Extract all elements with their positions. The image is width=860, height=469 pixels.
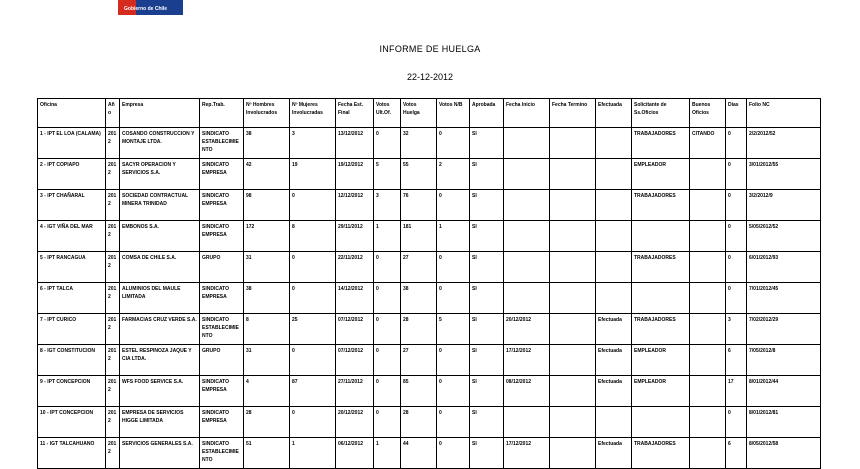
table-cell [632, 407, 690, 438]
column-header: Votos Huelga [401, 99, 437, 128]
table-cell: 10 - IPT CONCEPCION [38, 407, 106, 438]
table-cell: 27 [401, 345, 437, 376]
table-cell: 31 [244, 345, 290, 376]
table-cell: 2 - IPT COPIAPO [38, 159, 106, 190]
table-cell: 3/01/2012/55 [747, 159, 821, 190]
table-cell: 2012 [106, 159, 120, 190]
table-cell: SI [470, 221, 504, 252]
table-cell: 2012 [106, 190, 120, 221]
table-cell: 2012 [106, 128, 120, 159]
table-cell: 85 [401, 376, 437, 407]
table-cell: 32 [401, 128, 437, 159]
table-cell: 3/2/2012/9 [747, 190, 821, 221]
table-cell: 6 - IPT TALCA [38, 283, 106, 314]
table-cell: 28 [401, 314, 437, 345]
table-cell: 0 [437, 345, 470, 376]
table-row [38, 252, 821, 283]
table-cell: 8/01/2012/44 [747, 376, 821, 407]
table-row [38, 283, 821, 314]
table-cell: 2/2/2012/52 [747, 128, 821, 159]
strike-report-table [37, 98, 821, 469]
table-cell [550, 376, 596, 407]
table-cell: 5 [374, 159, 401, 190]
table-cell: EMPRESA DE SERVICIOS HIGGE LIMITADA [120, 407, 200, 438]
table-cell [504, 159, 550, 190]
table-cell: 0 [437, 376, 470, 407]
column-header: Rep.Trab. [200, 99, 244, 128]
table-cell: 4 - IGT VIÑA DEL MAR [38, 221, 106, 252]
table-cell: 0 [290, 407, 336, 438]
table-cell: 28 [401, 407, 437, 438]
table-cell: SI [470, 345, 504, 376]
table-cell: 0 [437, 283, 470, 314]
table-cell: ESTEL RESPINOZA JAQUE Y CIA LTDA. [120, 345, 200, 376]
table-row [38, 128, 821, 159]
column-header: Nº Hombres Involucrados [244, 99, 290, 128]
table-cell [690, 190, 726, 221]
table-cell: 17 [726, 376, 747, 407]
table-row [38, 159, 821, 190]
table-cell: EMPLEADOR [632, 376, 690, 407]
table-cell [504, 407, 550, 438]
table-cell: SI [470, 438, 504, 469]
table-cell: 13/12/2012 [336, 128, 374, 159]
table-cell: 29/11/2012 [336, 221, 374, 252]
table-cell: SI [470, 283, 504, 314]
table-cell: 27/11/2012 [336, 376, 374, 407]
table-cell: SINDICATO EMPRESA [200, 221, 244, 252]
table-cell: SI [470, 252, 504, 283]
table-cell: ALUMINIOS DEL MAULE LIMITADA [120, 283, 200, 314]
table-cell: EMPLEADOR [632, 345, 690, 376]
table-cell: SINDICATO ESTABLECIMIENTO [200, 314, 244, 345]
table-cell: 27 [401, 252, 437, 283]
table-cell: 2012 [106, 376, 120, 407]
table-cell: Efectuada [596, 314, 632, 345]
column-header: Fecha Est. Final [336, 99, 374, 128]
table-cell [550, 345, 596, 376]
table-cell: 2012 [106, 252, 120, 283]
table-cell [550, 159, 596, 190]
table-cell: 1 [290, 438, 336, 469]
table-cell: 0 [374, 252, 401, 283]
table-cell [596, 283, 632, 314]
table-cell [632, 283, 690, 314]
table-row [38, 407, 821, 438]
column-header: Solicitante de Ss.Oficios [632, 99, 690, 128]
table-cell: 11 - IGT TALCAHUANO [38, 438, 106, 469]
column-header: Votos Ult.Of. [374, 99, 401, 128]
table-cell: 7/01/2012/45 [747, 283, 821, 314]
table-cell: 8/05/2012/58 [747, 438, 821, 469]
report-title: INFORME DE HUELGA [379, 44, 481, 54]
table-cell: 3 - IPT CHAÑARAL [38, 190, 106, 221]
table-cell [596, 190, 632, 221]
table-cell [550, 252, 596, 283]
table-cell [596, 128, 632, 159]
table-cell: COSANDO CONSTRUCCION Y MONTAJE LTDA. [120, 128, 200, 159]
table-cell: 06/12/2012 [336, 438, 374, 469]
table-cell: 0 [290, 345, 336, 376]
table-cell: SACYR OPERACION Y SERVICIOS S.A. [120, 159, 200, 190]
table-cell [504, 252, 550, 283]
logo-text: Gobierno de Chile [124, 6, 168, 12]
table-row [38, 376, 821, 407]
table-cell: 0 [437, 252, 470, 283]
table-cell: Efectuada [596, 438, 632, 469]
table-cell: FARMACIAS CRUZ VERDE S.A. [120, 314, 200, 345]
table-cell: 2012 [106, 314, 120, 345]
table-cell: GRUPO [200, 345, 244, 376]
table-cell: 8 - IGT CONSTITUCION [38, 345, 106, 376]
table-row [38, 190, 821, 221]
table-cell: 1 [437, 221, 470, 252]
table-cell [550, 190, 596, 221]
table-row [38, 438, 821, 469]
table-cell: 2012 [106, 407, 120, 438]
table-cell [690, 407, 726, 438]
table-cell: GRUPO [200, 252, 244, 283]
table-cell: TRABAJADORES [632, 128, 690, 159]
table-cell: 3 [290, 128, 336, 159]
table-cell: 17/12/2012 [504, 438, 550, 469]
table-cell: 0 [290, 252, 336, 283]
column-header: Días [726, 99, 747, 128]
table-cell: 3 [374, 190, 401, 221]
table-cell: 0 [290, 283, 336, 314]
table-cell [504, 128, 550, 159]
table-cell [504, 221, 550, 252]
table-cell: 22/11/2012 [336, 252, 374, 283]
table-cell: 38 [244, 283, 290, 314]
table-cell: SERVICIOS GENERALES S.A. [120, 438, 200, 469]
table-cell [596, 159, 632, 190]
table-cell [550, 221, 596, 252]
table-cell: 0 [726, 128, 747, 159]
table-cell [550, 438, 596, 469]
report-date: 22-12-2012 [406, 72, 454, 82]
table-cell: 5 - IPT RANCAGUA [38, 252, 106, 283]
table-row [38, 345, 821, 376]
table-cell: 20/12/2012 [336, 407, 374, 438]
table-cell: SI [470, 128, 504, 159]
table-cell [550, 314, 596, 345]
table-cell: 1 - IPT EL LOA (CALAMA) [38, 128, 106, 159]
table-cell [504, 283, 550, 314]
table-cell: 19 [290, 159, 336, 190]
table-cell: 0 [374, 345, 401, 376]
table-cell: 44 [401, 438, 437, 469]
column-header: Empresa [120, 99, 200, 128]
table-cell: SI [470, 376, 504, 407]
table-cell: 1 [374, 221, 401, 252]
table-cell: SI [470, 314, 504, 345]
table-cell: 0 [437, 407, 470, 438]
column-header: Votos N/B [437, 99, 470, 128]
table-cell [690, 159, 726, 190]
table-cell: 19/12/2012 [336, 159, 374, 190]
table-cell: 1 [374, 438, 401, 469]
table-cell: 87 [290, 376, 336, 407]
table-cell: 14/12/2012 [336, 283, 374, 314]
table-cell: 0 [726, 252, 747, 283]
table-cell: 38 [244, 128, 290, 159]
table-cell: 6/01/2012/93 [747, 252, 821, 283]
column-header: Buenos Oficios [690, 99, 726, 128]
table-cell: 98 [244, 190, 290, 221]
table-cell: 76 [401, 190, 437, 221]
table-cell [690, 376, 726, 407]
table-cell: 07/12/2012 [336, 345, 374, 376]
table-cell [690, 314, 726, 345]
table-cell: 7/05/2012/8 [747, 345, 821, 376]
column-header: Aprobada [470, 99, 504, 128]
table-cell: 2012 [106, 283, 120, 314]
table-cell: 8 [244, 314, 290, 345]
column-header: Año [106, 99, 120, 128]
table-cell: SINDICATO EMPRESA [200, 190, 244, 221]
table-cell: EMPLEADOR [632, 159, 690, 190]
table-cell [504, 190, 550, 221]
table-cell [690, 345, 726, 376]
table-row [38, 314, 821, 345]
table-cell: 8/01/2012/81 [747, 407, 821, 438]
table-cell: 17/12/2012 [504, 345, 550, 376]
table-cell: SI [470, 190, 504, 221]
table-cell: 2 [437, 159, 470, 190]
column-header: Oficina [38, 99, 106, 128]
table-cell: 2012 [106, 345, 120, 376]
table-cell [596, 407, 632, 438]
table-cell: 28 [244, 407, 290, 438]
table-cell: 42 [244, 159, 290, 190]
table-cell: 0 [374, 407, 401, 438]
table-cell: 2012 [106, 221, 120, 252]
table-cell: SINDICATO EMPRESA [200, 407, 244, 438]
table-cell: 0 [726, 283, 747, 314]
table-cell [690, 221, 726, 252]
table-cell: 0 [374, 128, 401, 159]
table-cell: 3 [726, 314, 747, 345]
table-cell: 20/12/2012 [504, 314, 550, 345]
column-header: Folio NC [747, 99, 821, 128]
table-cell: 07/12/2012 [336, 314, 374, 345]
table-cell: 7/02/2012/29 [747, 314, 821, 345]
table-cell: 55 [401, 159, 437, 190]
table-cell [550, 407, 596, 438]
table-cell: TRABAJADORES [632, 314, 690, 345]
table-cell: SOCIEDAD CONTRACTUAL MINERA TRINIDAD [120, 190, 200, 221]
table-cell: 7 - IPT CURICO [38, 314, 106, 345]
table-cell: 0 [726, 221, 747, 252]
table-cell: 5/05/2012/52 [747, 221, 821, 252]
table-cell: SINDICATO EMPRESA [200, 376, 244, 407]
table-cell: 0 [726, 407, 747, 438]
table-cell: 4 [244, 376, 290, 407]
table-cell [596, 221, 632, 252]
table-cell: 6 [726, 345, 747, 376]
table-cell: WFS FOOD SERVICE S.A. [120, 376, 200, 407]
table-cell: 9 - IPT CONCEPCION [38, 376, 106, 407]
table-cell: 172 [244, 221, 290, 252]
table-cell [690, 283, 726, 314]
table-cell: 0 [726, 159, 747, 190]
table-cell: 0 [290, 190, 336, 221]
table-cell: 25 [290, 314, 336, 345]
table-cell: SI [470, 407, 504, 438]
table-cell: SI [470, 159, 504, 190]
table-cell: TRABAJADORES [632, 252, 690, 283]
table-cell: 5 [437, 314, 470, 345]
table-cell [550, 128, 596, 159]
table-cell: SINDICATO ESTABLECIMIENTO [200, 128, 244, 159]
table-cell: 0 [374, 283, 401, 314]
table-cell: TRABAJADORES [632, 438, 690, 469]
table-cell: 38 [401, 283, 437, 314]
table-cell: 51 [244, 438, 290, 469]
table-cell: CITANDO [690, 128, 726, 159]
table-cell: 0 [726, 190, 747, 221]
table-cell: SINDICATO EMPRESA [200, 159, 244, 190]
table-cell: SINDICATO ESTABLECIMIENTO [200, 438, 244, 469]
column-header: Efectuada [596, 99, 632, 128]
table-cell [690, 252, 726, 283]
table-cell: 0 [437, 190, 470, 221]
column-header: Fecha Termino [550, 99, 596, 128]
table-cell: 0 [437, 128, 470, 159]
table-cell: 0 [374, 376, 401, 407]
table-cell: Efectuada [596, 376, 632, 407]
table-cell: 6 [726, 438, 747, 469]
table-cell: 0 [374, 314, 401, 345]
table-row [38, 221, 821, 252]
table-cell: COMSA DE CHILE S.A. [120, 252, 200, 283]
table-cell: EMBONOS S.A. [120, 221, 200, 252]
table-cell: 2012 [106, 438, 120, 469]
table-cell: 31 [244, 252, 290, 283]
column-header: Fecha Inicio [504, 99, 550, 128]
table-cell [690, 438, 726, 469]
table-cell: SINDICATO EMPRESA [200, 283, 244, 314]
table-cell: 0 [437, 438, 470, 469]
table-cell [632, 221, 690, 252]
table-header-row [38, 99, 821, 128]
table-cell: 12/12/2012 [336, 190, 374, 221]
table-cell [550, 283, 596, 314]
table-cell: 8 [290, 221, 336, 252]
column-header: Nº Mujeres Involucradas [290, 99, 336, 128]
table-cell [596, 252, 632, 283]
table-cell: Efectuada [596, 345, 632, 376]
table-cell: TRABAJADORES [632, 190, 690, 221]
table-cell: 08/12/2012 [504, 376, 550, 407]
table-cell: 181 [401, 221, 437, 252]
